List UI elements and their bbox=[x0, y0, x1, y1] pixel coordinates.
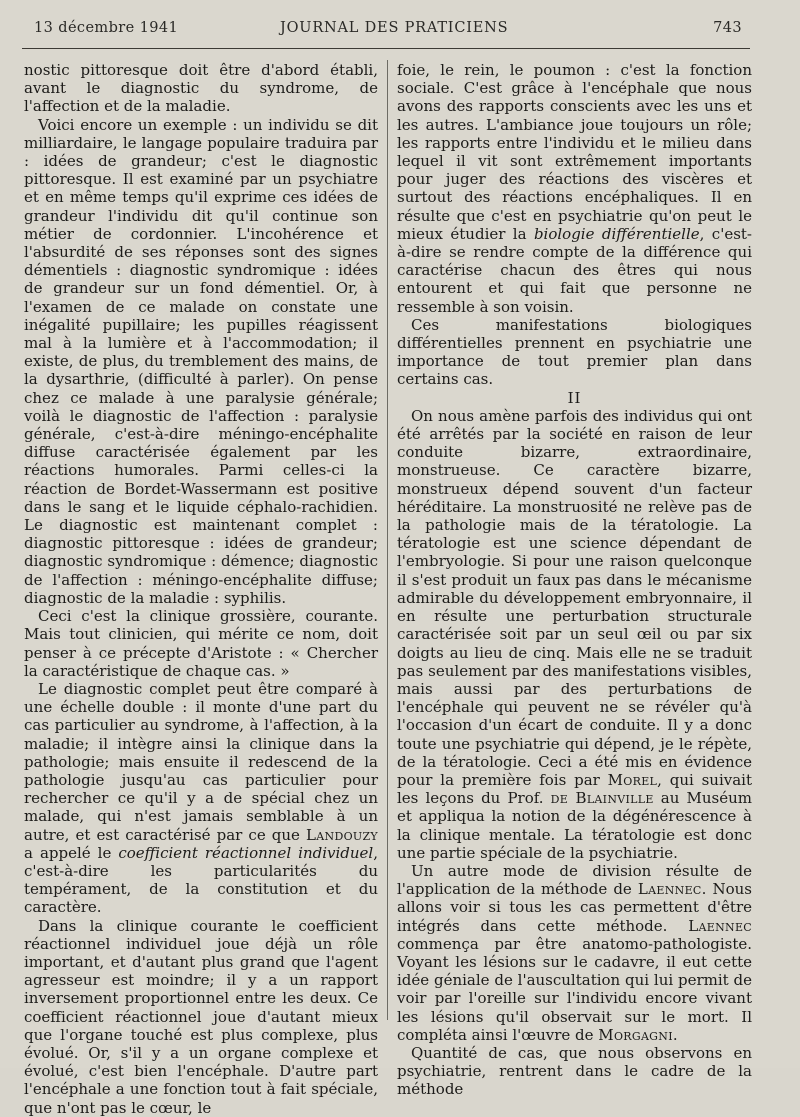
header-date: 13 décembre 1941 bbox=[34, 20, 179, 36]
italic-term: biologie différentielle bbox=[533, 224, 700, 243]
author-name: Laennec bbox=[688, 916, 752, 935]
paragraph-text: Un autre mode de division résulte de l'application de la méthode de bbox=[397, 861, 752, 899]
paragraph bbox=[397, 61, 752, 316]
italic-term: coefficient réactionnel individuel bbox=[118, 843, 374, 862]
paragraph: Ces manifestations biologiques différentielles prennent en psychiatrie une importance de tout premier plan dans certains cas. bbox=[397, 315, 752, 389]
paragraph: Ceci c'est la clinique grossière, courante. Mais tout clinicien, qui mérite ce nom, doit penser à ce précepte d'Aristote : « Chercher la caractéristique de chaque cas. » bbox=[24, 607, 378, 680]
paragraph-text: foie, le rein, le poumon : c'est la fonction sociale. C'est grâce à l'encéphale que nous avons des rapports conscients avec les uns et les autres. L'ambiance joue toujours un rôle; les rapports entre l'individu et le milieu dans lequel il vit sont extrêmement importants pour juger des réactions des viscères et surtout des réactions encéphaliques. Il en résulte que c'est en psychiatrie qu'on peut le mieux étudier la bbox=[397, 61, 752, 243]
paragraph-text: commença par être anatomo-pathologiste. Voyant les lésions sur le cadavre, il eut cette idée géniale de l'auscultation qui lui permit de voir par l'oreille sur l'individu encore vivant les lésions qu'il observait sur le mort. Il compléta ainsi l'œuvre de bbox=[397, 934, 752, 1044]
paragraph: nostic pittoresque doit être d'abord établi, avant le diagnostic du syndrome, de l'affection et de la maladie. bbox=[24, 61, 378, 116]
paragraph-text: au Muséum et appliqua la notion de la dégénérescence à la clinique mentale. La tératologie est donc une partie spéciale de la psychiatrie. bbox=[397, 789, 752, 862]
paragraph-text: Le diagnostic complet peut être comparé à une échelle double : il monte d'une part du cas particulier au syndrome, à l'affection, à la maladie; il intègre ainsi la clinique dans la pathologie; mais ensuite il redescend de la pathologie jusqu'au cas particulier pour rechercher ce qu'il y a de spécial chez un malade, qui n'est jamais semblable à un autre, et est caractérisé par ce que bbox=[24, 679, 378, 844]
paragraph bbox=[24, 680, 378, 917]
paragraph-text: a appelé le bbox=[24, 843, 119, 862]
paragraph-text: . Nous allons voir si tous les cas permettent d'être intégrés dans cette méthode. bbox=[397, 880, 752, 935]
running-header bbox=[30, 18, 742, 40]
right-column bbox=[397, 61, 752, 1099]
header-rule bbox=[22, 48, 750, 49]
section-numeral: II bbox=[567, 388, 582, 407]
column-divider bbox=[387, 60, 388, 1020]
author-name: Landouzy bbox=[306, 825, 378, 844]
paragraph bbox=[397, 407, 752, 862]
header-page-number: 743 bbox=[713, 20, 742, 36]
author-name: Morel bbox=[607, 770, 658, 789]
header-journal-title: JOURNAL DES PRATICIENS bbox=[280, 20, 509, 36]
paragraph-text: , c'est-à-dire se rendre compte de la différence qui caractérise chacun des êtres qui nous entourent et qui fait que personne ne ressemble à son voisin. bbox=[397, 224, 753, 316]
paragraph-text: On nous amène parfois des individus qui ont été arrêtés par la société en raison de leur conduite bizarre, extraordinaire, monstrueuse. Ce caractère bizarre, monstrueux dépend souvent d'un facteur héréditaire. La monstruosité ne relève pas de la pathologie mais de la tératologie. La tératologie est une science dépendant de l'embryologie. Si pour une raison quelconque il s'est produit un faux pas dans le mécanisme admirable du développement embryonnaire, il en résulte une perturbation structurale caractérisée soit par un seul œil ou par six doigts au lieu de cinq. Mais elle ne se traduit pas seulement par des manifestations visibles, mais aussi par des perturbations de l'encéphale qui peuvent ne se révéler qu'à l'occasion d'un écart de conduite. Il y a donc toute une psychiatrie qui dépend, je le répète, de la tératologie. Ceci a été mis en évidence pour la première fois par bbox=[397, 406, 752, 789]
paragraph: Dans la clinique courante le coefficient réactionnel individuel joue déjà un rôle important, et d'autant plus grand que l'agent agresseur est moindre; il y a un rapport inversement proportionnel entre les deux. Ce coefficient réactionnel joue d'autant mieux que l'organe touché est plus complexe, plus évolué. Or, s'il y a un organe complexe et évolué, c'est bien l'encéphale. D'autre part l'encéphale a une fonction tout à fait spéciale, que n'ont pas le cœur, le bbox=[24, 916, 378, 1117]
paragraph: Voici encore un exemple : un individu se dit milliardaire, le langage populaire traduira par : idées de grandeur; c'est le diagnostic pittoresque. Il est examiné par un psychiatre et en même temps qu'il exprime ces idées de grandeur l'individu dit qu'il continue son métier de cordonnier. L'incohérence et l'absurdité de ses réponses sont des signes démentiels : diagnostic syndromique : idées de grandeur sur un fond démentiel. Or, à l'examen de ce malade on constate une inégalité pupillaire; les pupilles réagissent mal à la lumière et à l'accommodation; il existe, de plus, du tremblement des mains, de la dysarthrie, (difficulté à parler). On pense chez ce malade à une paralysie générale; voilà le diagnostic de l'affection : paralysie générale, c'est-à-dire méningo-encéphalite diffuse caractérisée également par les réactions humorales. Parmi celles-ci la réaction de Bordet-Wassermann est positive dans le sang et le liquide céphalo-rachidien. Le diagnostic est maintenant complet : diagnostic pittoresque : idées de grandeur; diagnostic syndromique : démence; diagnostic de l'affection : méningo-encéphalite diffuse; diagnostic de la maladie : syphilis. bbox=[24, 115, 378, 607]
author-name: Morgagni bbox=[598, 1025, 673, 1044]
paragraph-text: , c'est-à-dire les particularités du tempérament, de la constitution et du caractère. bbox=[24, 843, 378, 917]
left-column bbox=[24, 61, 378, 1117]
paragraph-text: . bbox=[672, 1025, 678, 1044]
paragraph: Quantité de cas, que nous observons en psychiatrie, rentrent dans le cadre de la méthode bbox=[397, 1043, 752, 1099]
author-name: Laennec bbox=[637, 880, 702, 899]
author-name: de Blainville bbox=[550, 789, 654, 808]
paragraph bbox=[397, 862, 752, 1044]
paragraph-text: , qui suivait les leçons du Prof. bbox=[397, 770, 752, 808]
